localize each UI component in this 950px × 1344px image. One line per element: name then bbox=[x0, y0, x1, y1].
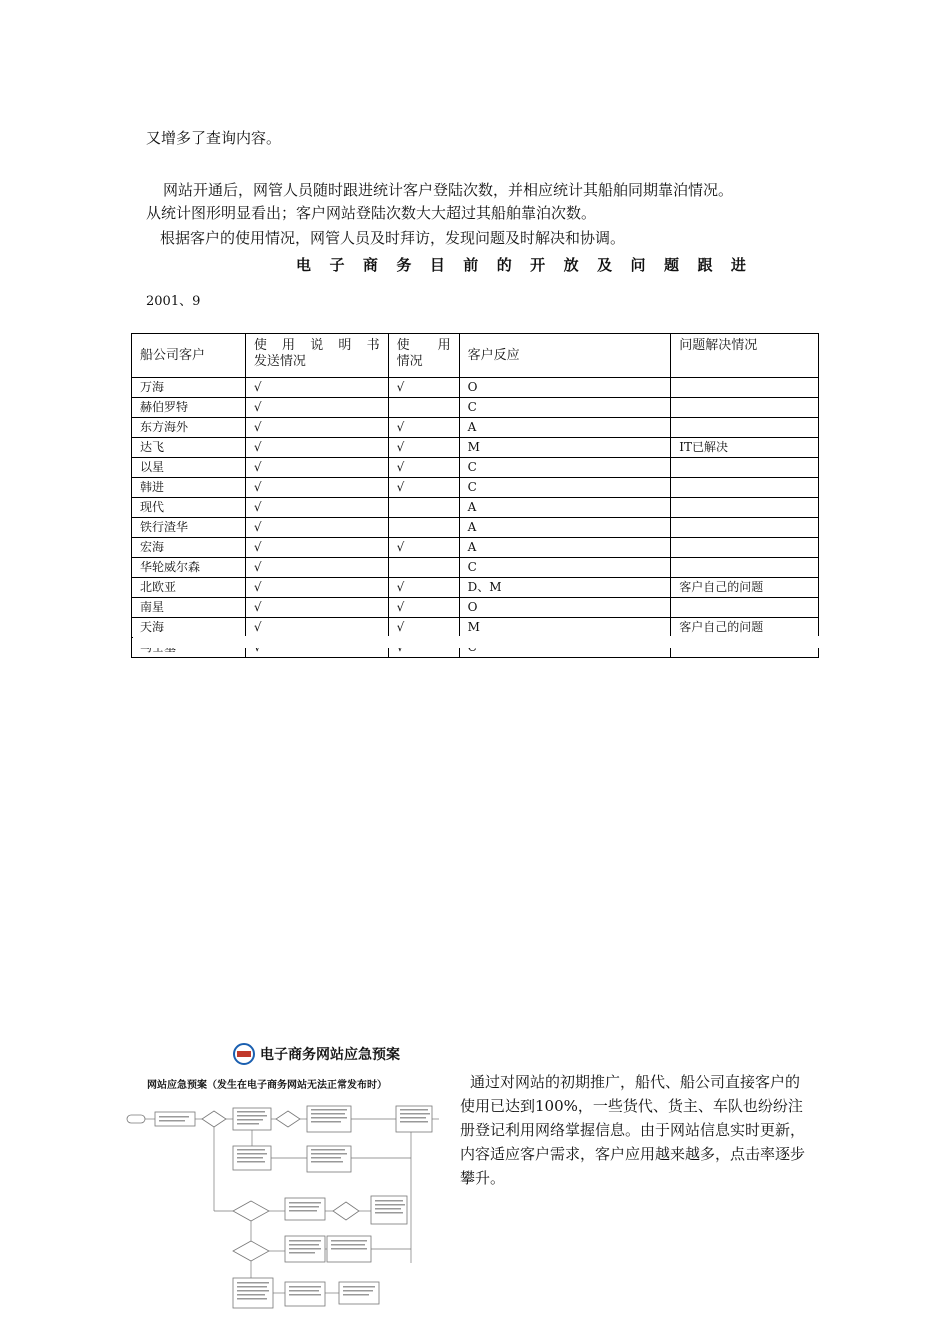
table-row bbox=[132, 418, 819, 438]
cell-customer: 南星 bbox=[132, 598, 246, 618]
cell-customer: 达飞 bbox=[132, 438, 246, 458]
cell-customer: 北欧亚 bbox=[132, 578, 246, 598]
cell-usage: √ bbox=[388, 378, 459, 398]
cell-resolution: IT已解决 bbox=[671, 438, 819, 458]
table-row bbox=[132, 478, 819, 498]
table-title-char: 跟 bbox=[697, 256, 713, 274]
cell-resolution bbox=[671, 458, 819, 478]
cell-customer: 赫伯罗特 bbox=[132, 398, 246, 418]
header-usage: 使 用 情况 bbox=[388, 334, 459, 378]
cell-manual-sent: √ bbox=[245, 438, 388, 458]
cell-usage: √ bbox=[388, 438, 459, 458]
cell-manual-sent: √ bbox=[245, 578, 388, 598]
table-row bbox=[132, 378, 819, 398]
cell-manual-sent: √ bbox=[245, 458, 388, 478]
cell-customer: 以星 bbox=[132, 458, 246, 478]
flow-box bbox=[285, 1198, 325, 1220]
cell-feedback: D、M bbox=[459, 578, 671, 598]
cell-customer: 华轮威尔森 bbox=[132, 558, 246, 578]
cell-resolution bbox=[671, 478, 819, 498]
table-row bbox=[132, 398, 819, 418]
flow-decision bbox=[333, 1202, 359, 1220]
table-header-row bbox=[132, 334, 819, 378]
table-title-char: 进 bbox=[730, 256, 746, 274]
cell-customer: 万海 bbox=[132, 378, 246, 398]
cell-manual-sent: √ bbox=[245, 538, 388, 558]
cell-manual-sent: √ bbox=[245, 418, 388, 438]
cell-feedback: C bbox=[459, 398, 671, 418]
cell-feedback: A bbox=[459, 498, 671, 518]
header-feedback: 客户反应 bbox=[459, 334, 671, 378]
cell-resolution bbox=[671, 558, 819, 578]
cell-resolution bbox=[671, 398, 819, 418]
right-paragraph: 通过对网站的初期推广，船代、船公司直接客户的使用已达到100%，一些货代、货主、车队也纷纷注册登记利用网络掌握信息。由于网站信息实时更新，内容适应客户需求，客户应用越来越多，点击率逐步攀升。 bbox=[460, 1073, 806, 1187]
paragraph-1: 又增多了查询内容。 bbox=[146, 129, 282, 147]
table-title-char: 子 bbox=[329, 256, 345, 274]
table-title-char: 前 bbox=[463, 256, 479, 274]
cell-manual-sent: √ bbox=[245, 478, 388, 498]
cell-customer: 韩进 bbox=[132, 478, 246, 498]
table-title-char: 放 bbox=[563, 256, 579, 274]
cell-usage bbox=[388, 398, 459, 418]
cell-feedback: O bbox=[459, 378, 671, 398]
flow-decision bbox=[233, 1201, 269, 1221]
cell-feedback: A bbox=[459, 418, 671, 438]
table-row bbox=[132, 578, 819, 598]
cell-feedback: C bbox=[459, 478, 671, 498]
cell-feedback: O bbox=[459, 598, 671, 618]
cell-usage: √ bbox=[388, 418, 459, 438]
cell-usage bbox=[388, 498, 459, 518]
table-title-char: 问 bbox=[630, 256, 646, 274]
cell-usage: √ bbox=[388, 538, 459, 558]
flow-box bbox=[339, 1282, 379, 1304]
cell-customer: 铁行渣华 bbox=[132, 518, 246, 538]
emergency-flowchart bbox=[121, 1038, 443, 1323]
flow-decision bbox=[202, 1111, 226, 1127]
table-row bbox=[132, 558, 819, 578]
flowchart-diagram bbox=[121, 1038, 443, 1323]
cell-resolution bbox=[671, 518, 819, 538]
cell-feedback: C bbox=[459, 458, 671, 478]
table-row bbox=[132, 438, 819, 458]
cell-usage: √ bbox=[388, 618, 459, 638]
date-label: 2001、9 bbox=[146, 294, 201, 309]
header-customer: 船公司客户 bbox=[132, 334, 246, 378]
table-title-char: 开 bbox=[530, 256, 546, 274]
flowchart-subtitle: 网站应急预案（发生在电子商务网站无法正常发布时） bbox=[147, 1080, 387, 1091]
cell-manual-sent: √ bbox=[245, 558, 388, 578]
cell-resolution bbox=[671, 418, 819, 438]
cell-feedback: M bbox=[459, 618, 671, 638]
cell-feedback: C bbox=[459, 558, 671, 578]
table-row bbox=[132, 518, 819, 538]
cell-customer: 宏海 bbox=[132, 538, 246, 558]
cell-manual-sent: √ bbox=[245, 618, 388, 638]
cell-manual-sent: √ bbox=[245, 378, 388, 398]
paragraph-4: 根据客户的使用情况，网管人员及时拜访，发现问题及时解决和协调。 bbox=[160, 229, 626, 247]
paragraph-2: 网站开通后，网管人员随时跟进统计客户登陆次数，并相应统计其船舶同期靠泊情况。 bbox=[163, 181, 734, 199]
cell-customer: 天海 bbox=[132, 618, 246, 638]
cell-usage bbox=[388, 518, 459, 538]
flow-box bbox=[155, 1112, 195, 1126]
table-title-char: 题 bbox=[663, 256, 679, 274]
cell-usage: √ bbox=[388, 478, 459, 498]
table-row bbox=[132, 618, 819, 638]
paragraph-3: 从统计图形明显看出；客户网站登陆次数大大超过其船舶靠泊次数。 bbox=[146, 204, 597, 222]
table-row bbox=[132, 538, 819, 558]
table-title-char: 商 bbox=[362, 256, 378, 274]
cell-usage: √ bbox=[388, 578, 459, 598]
cell-usage: √ bbox=[388, 458, 459, 478]
cell-customer: 现代 bbox=[132, 498, 246, 518]
cell-feedback: M bbox=[459, 438, 671, 458]
flow-decision bbox=[233, 1241, 269, 1261]
cell-feedback: A bbox=[459, 518, 671, 538]
customer-table bbox=[131, 333, 819, 658]
cell-manual-sent: √ bbox=[245, 518, 388, 538]
cell-customer: 东方海外 bbox=[132, 418, 246, 438]
table-row bbox=[132, 498, 819, 518]
cell-feedback: A bbox=[459, 538, 671, 558]
cell-manual-sent: √ bbox=[245, 498, 388, 518]
flow-decision bbox=[276, 1111, 300, 1127]
table-title-char: 及 bbox=[597, 256, 613, 274]
header-manual-sent: 使 用 说 明 书 发送情况 bbox=[245, 334, 388, 378]
cell-resolution bbox=[671, 498, 819, 518]
flow-start-node bbox=[127, 1115, 145, 1123]
table-row bbox=[132, 598, 819, 618]
table-title bbox=[296, 254, 746, 275]
cell-resolution bbox=[671, 538, 819, 558]
flowchart-title: 电子商务网站应急预案 bbox=[260, 1047, 400, 1063]
cell-resolution: 客户自己的问题 bbox=[671, 578, 819, 598]
page-cut bbox=[133, 636, 821, 648]
cell-resolution: 客户自己的问题 bbox=[671, 618, 819, 638]
table-title-char: 电 bbox=[296, 256, 312, 274]
cell-resolution bbox=[671, 598, 819, 618]
header-resolution: 问题解决情况 bbox=[671, 334, 819, 378]
cell-usage: √ bbox=[388, 598, 459, 618]
cell-resolution bbox=[671, 378, 819, 398]
cell-manual-sent: √ bbox=[245, 598, 388, 618]
cell-manual-sent: √ bbox=[245, 398, 388, 418]
table-title-char: 目 bbox=[429, 256, 445, 274]
cell-usage bbox=[388, 558, 459, 578]
table-row bbox=[132, 458, 819, 478]
table-title-char: 的 bbox=[496, 256, 512, 274]
table-title-char: 务 bbox=[396, 256, 412, 274]
